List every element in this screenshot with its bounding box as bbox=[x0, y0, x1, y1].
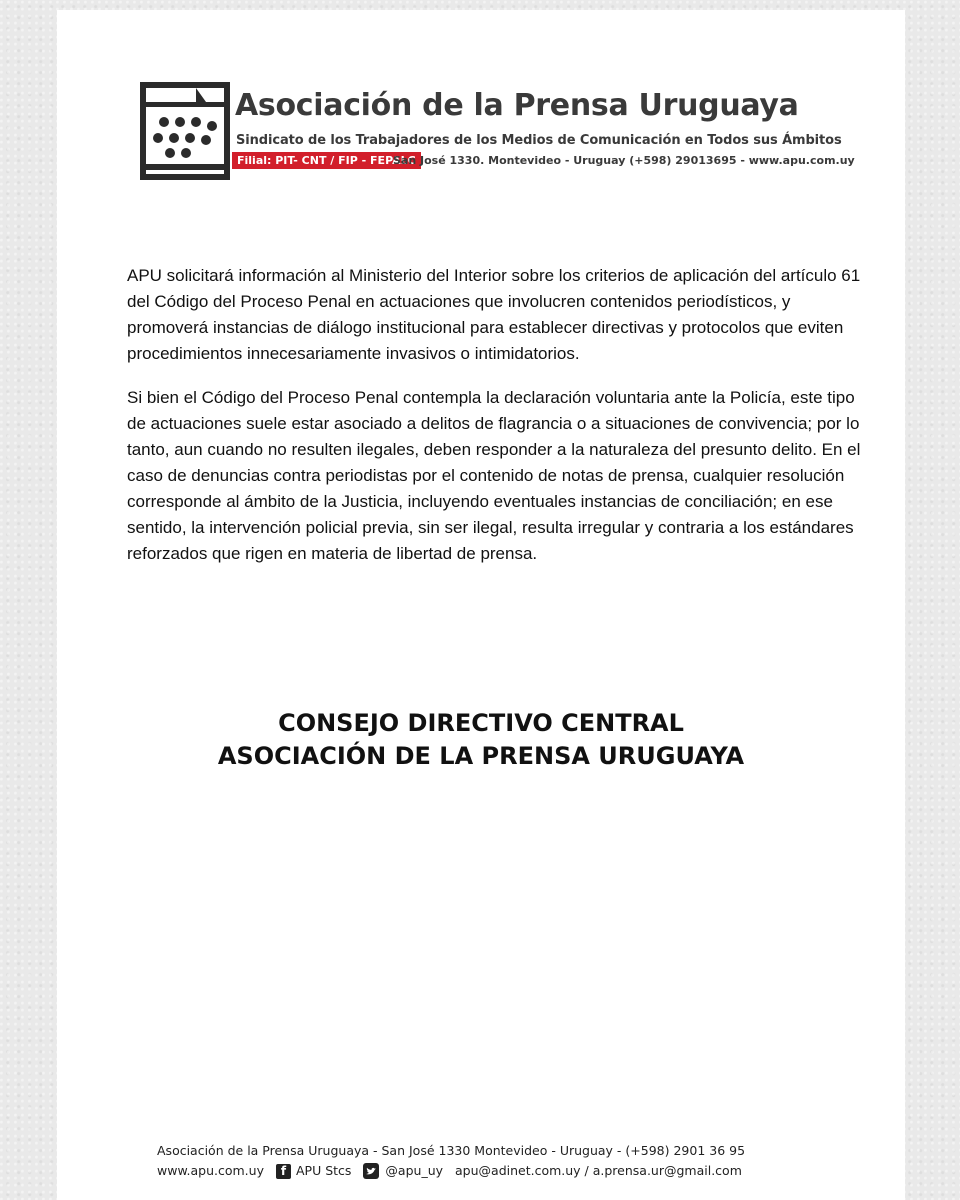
twitter-icon bbox=[363, 1163, 379, 1179]
statement-body bbox=[127, 263, 867, 585]
paragraph: Si bien el Código del Proceso Penal contempla la declaración voluntaria ante la Policía, este tipo de actuaciones suele estar asociado a delitos de flagrancia o a situaciones de convivencia; por lo tanto, aun cuando no resulten ilegales, deben responder a la naturaleza del presunto delito. En el caso de denuncias contra periodistas por el contenido de notas de prensa, cualquier resolución corresponde al ámbito de la Justicia, incluyendo eventuales instancias de conciliación; en ese sentido, la intervención policial previa, sin ser ilegal, resulta irregular y contraria a los estándares reforzados que rigen en materia de libertad de prensa. bbox=[127, 388, 861, 563]
letterhead bbox=[140, 82, 855, 182]
signature-line-2: ASOCIACIÓN DE LA PRENSA URUGUAYA bbox=[217, 742, 745, 770]
typewriter-logo bbox=[140, 82, 230, 180]
association-title: Asociación de la Prensa Uruguaya bbox=[235, 88, 799, 123]
letterhead-address: San José 1330. Montevideo - Uruguay (+598) 29013695 - www.apu.com.uy bbox=[393, 154, 855, 167]
signature-line-1: CONSEJO DIRECTIVO CENTRAL bbox=[278, 709, 684, 737]
footer bbox=[157, 1141, 745, 1181]
footer-facebook[interactable]: APU Stcs bbox=[295, 1163, 352, 1178]
footer-website[interactable]: www.apu.com.uy bbox=[157, 1163, 264, 1178]
signature-block bbox=[57, 707, 905, 773]
paragraph: APU solicitará información al Ministerio del Interior sobre los criterios de aplicación del artículo 61 del Código del Proceso Penal en actuaciones que involucren contenidos periodísticos, y promoverá instancias de diálogo institucional para establecer directivas y protocolos que eviten procedimientos innecesariamente invasivos o intimidatorios. bbox=[127, 266, 861, 363]
association-subtitle: Sindicato de los Trabajadores de los Medios de Comunicación en Todos sus Ámbitos bbox=[236, 133, 842, 148]
affiliation-badge: Filial: PIT- CNT / FIP - FEPALC bbox=[232, 152, 421, 169]
document-page bbox=[57, 10, 905, 1200]
footer-twitter[interactable]: @apu_uy bbox=[385, 1163, 444, 1178]
footer-address-text: Asociación de la Prensa Uruguaya - San José 1330 Montevideo - Uruguay - (+598) 2901 36 95 bbox=[157, 1143, 746, 1158]
footer-emails[interactable]: apu@adinet.com.uy / a.prensa.ur@gmail.com bbox=[455, 1163, 742, 1178]
facebook-icon: f bbox=[276, 1164, 291, 1179]
footer-address bbox=[157, 1141, 745, 1161]
footer-contacts bbox=[157, 1161, 745, 1181]
